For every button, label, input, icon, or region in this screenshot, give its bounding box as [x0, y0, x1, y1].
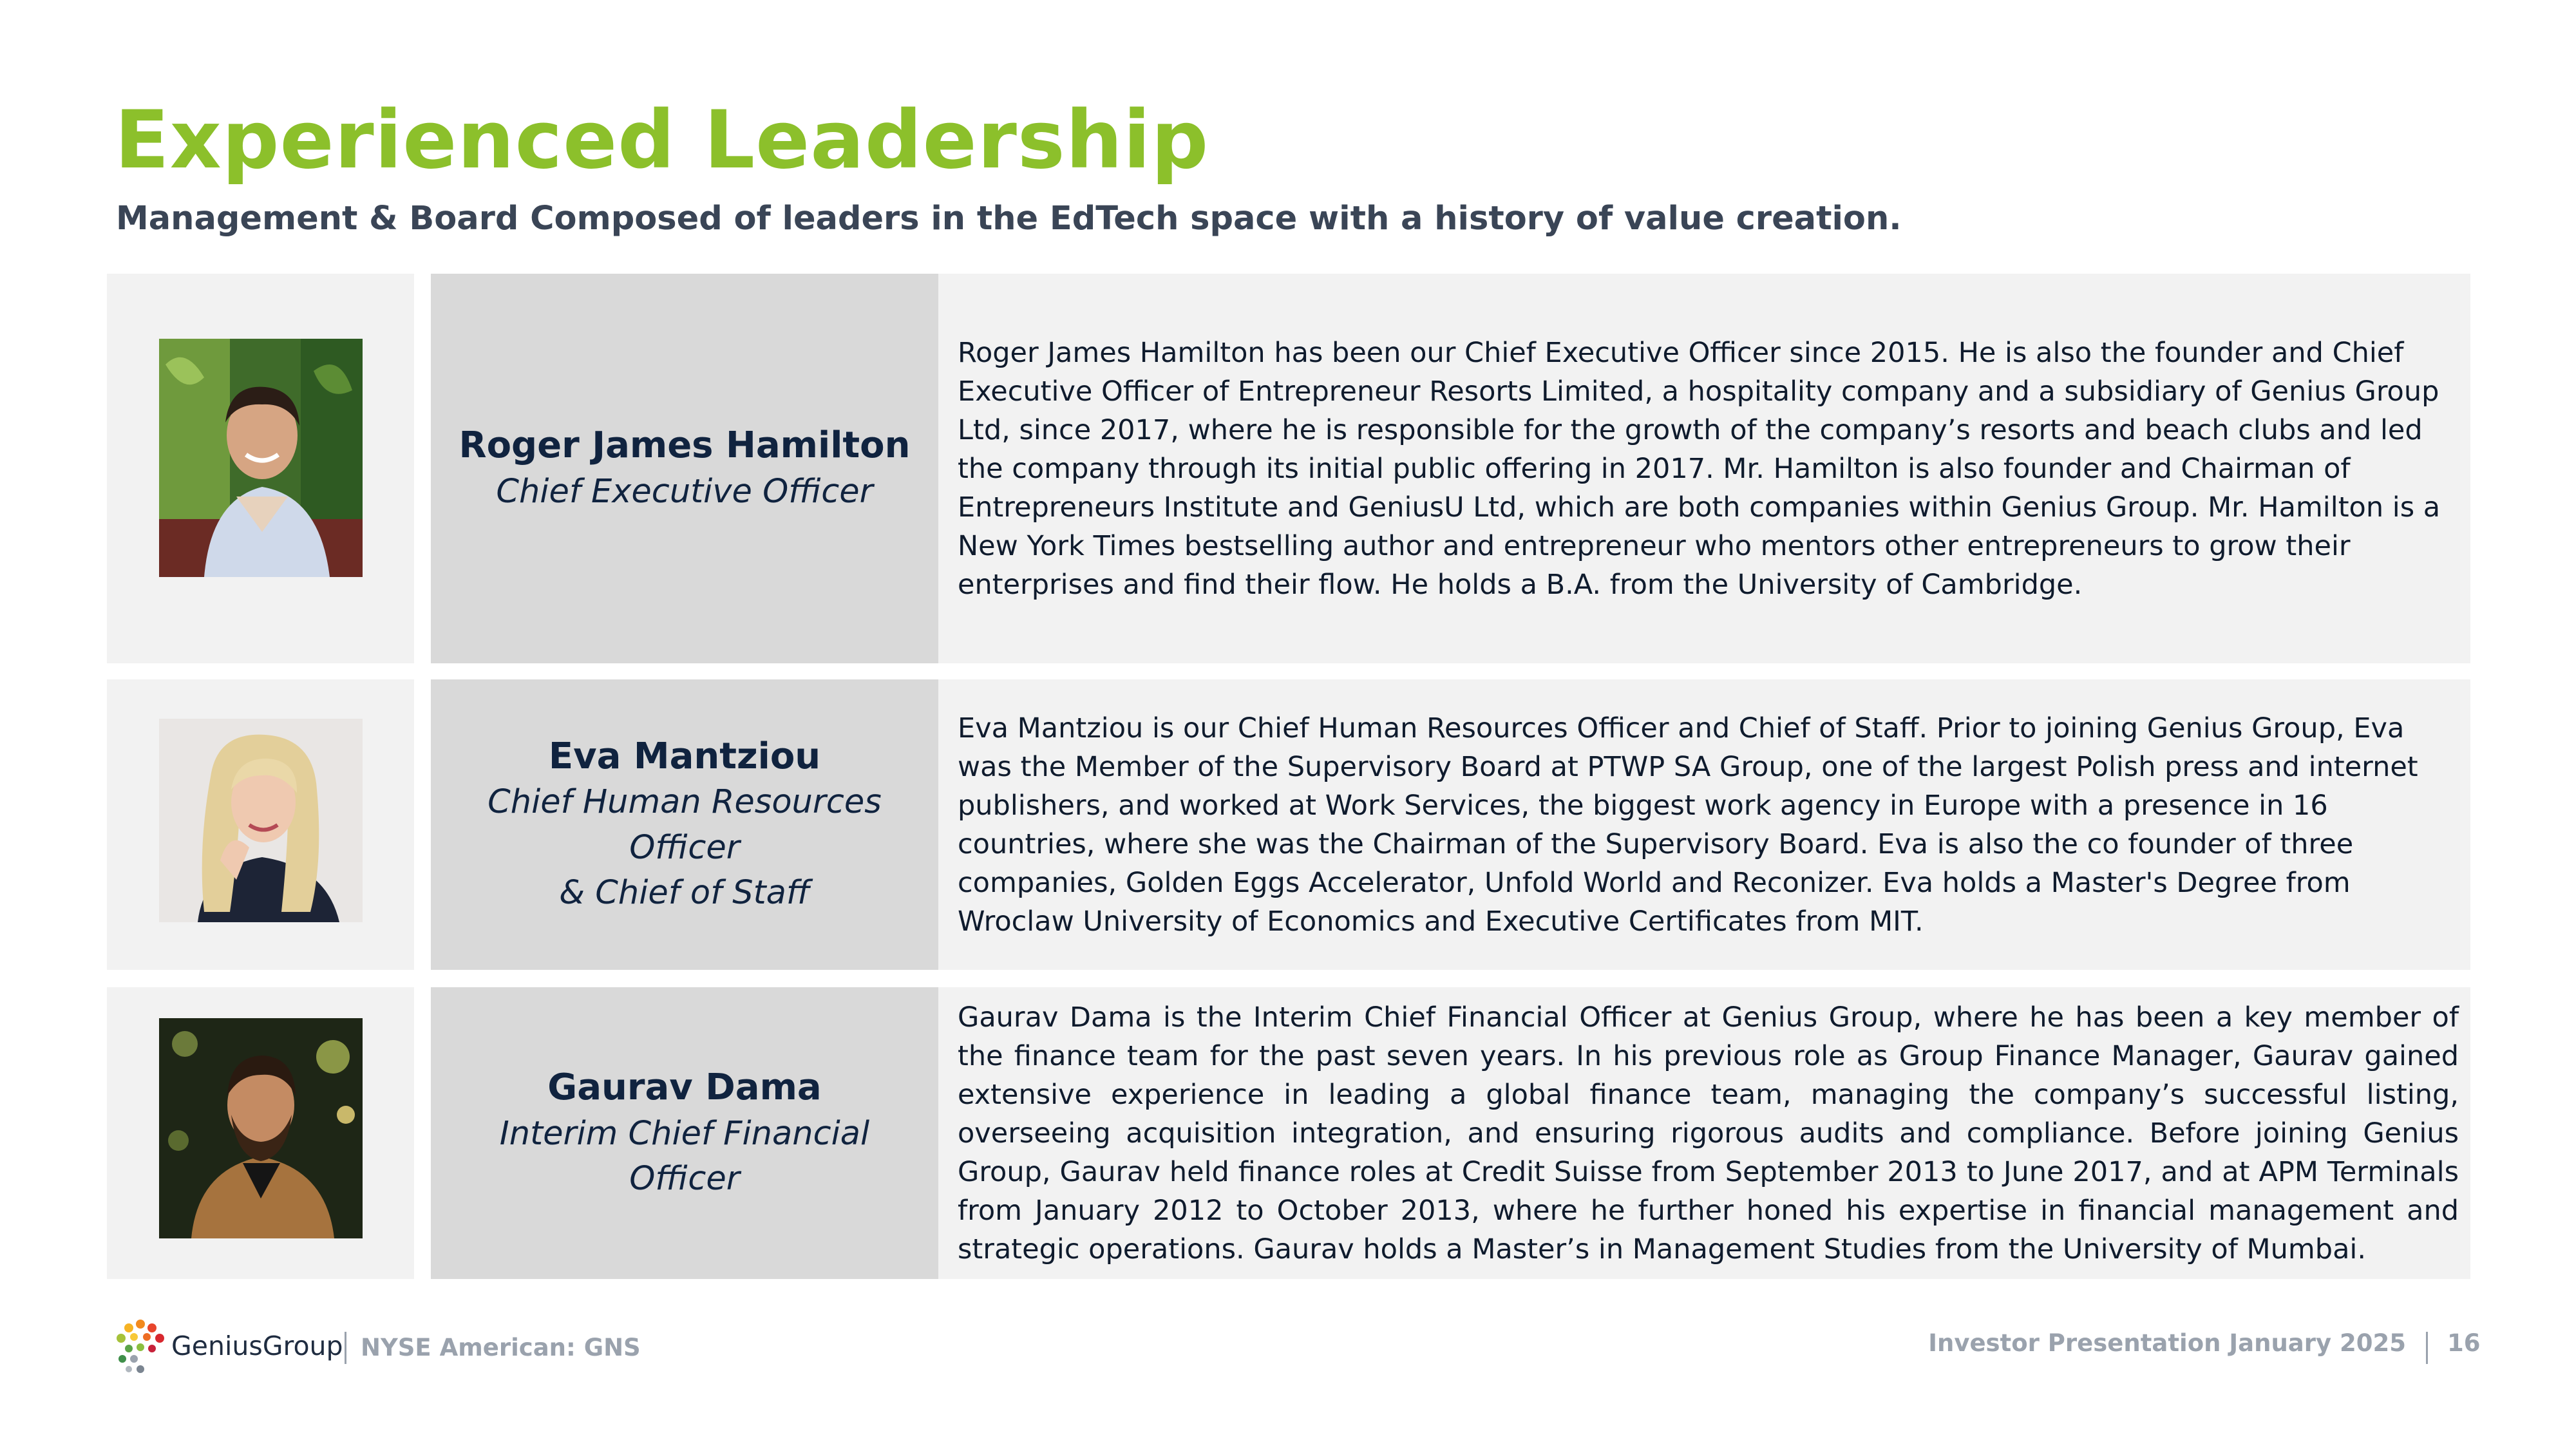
- leader-role-line-1: Chief Human Resources Officer: [488, 783, 882, 867]
- portrait-hamilton-image: [159, 339, 363, 577]
- footer-exchange: NYSE American: GNS: [361, 1334, 641, 1361]
- footer-brand: GeniusGroup: [171, 1331, 343, 1361]
- portrait-mantziou-image: [159, 719, 363, 922]
- footer-divider: [345, 1332, 346, 1364]
- bio-cell: [938, 274, 2470, 663]
- leader-row-dama: [107, 987, 2470, 1279]
- leader-role: Chief Executive Officer: [496, 472, 873, 511]
- leader-role-line-2: & Chief of Staff: [559, 874, 810, 913]
- photo-cell: [107, 274, 414, 663]
- footer-divider: [2426, 1332, 2428, 1364]
- leader-name: Roger James Hamilton: [459, 424, 911, 466]
- leader-bio: Gaurav Dama is the Interim Chief Financial Officer at Genius Group, where he has been a key member of the finance team for the past seven years. In his previous role as Group Finance Manager, Gaurav gained extensive experience in leading a global finance team, managing the company’s successful listing, overseeing acquisition integration, and ensuring rigorous audits and compliance. Before joining Genius Group, Gaurav held finance roles at Credit Suisse from September 2013 to June 2017, and at APM Terminals from January 2012 to October 2013, where he further honed his expertise in financial management and strategic operations. Gaurav holds a Master’s in Management Studies from the University of Mumbai.: [958, 1001, 2459, 1265]
- page-title: Experienced Leadership: [115, 94, 1209, 187]
- genius-group-logo-icon: [115, 1319, 166, 1374]
- leader-row-hamilton: [107, 274, 2470, 663]
- page-number: 16: [2447, 1329, 2481, 1357]
- leader-row-mantziou: [107, 679, 2470, 970]
- bio-cell: [938, 987, 2470, 1279]
- bio-cell: [938, 679, 2470, 970]
- leader-bio: Roger James Hamilton has been our Chief Executive Officer since 2015. He is also the founder and Chief Executive Officer of Entrepreneur Resorts Limited, a hospitality company and a subsidiary of Genius Group Ltd, since 2017, where he is responsible for the growth of the company’s resorts and beach clubs and led the company through its initial public offering in 2017. Mr. Hamilton is also founder and Chairman of Entrepreneurs Institute and GeniusU Ltd, which are both companies within Genius Group. Mr. Hamilton is a New York Times bestselling author and entrepreneur who mentors other entrepreneurs to grow their enterprises and find their flow. He holds a B.A. from the University of Cambridge.: [958, 336, 2441, 601]
- photo-cell: [107, 987, 414, 1279]
- name-cell: [431, 679, 938, 970]
- leader-role-line-2: Officer: [629, 1159, 740, 1198]
- leader-role-line-1: Interim Chief Financial: [499, 1114, 870, 1153]
- leader-photo-mantziou: [159, 719, 363, 922]
- name-cell: [431, 274, 938, 663]
- leader-photo-hamilton: [159, 339, 363, 577]
- page-subtitle: Management & Board Composed of leaders in the EdTech space with a history of value creation.: [116, 200, 1902, 238]
- leader-photo-dama: [159, 1018, 363, 1238]
- leader-name: Eva Mantziou: [548, 735, 821, 777]
- leader-bio: Eva Mantziou is our Chief Human Resources Officer and Chief of Staff. Prior to joining Genius Group, Eva was the Member of the Supervisory Board at PTWP SA Group, one of the largest Polish press and internet publishers, and worked at Work Services, the biggest work agency in Europe with a presence in 16 countries, where she was the Chairman of the Supervisory Board. Eva is also the co founder of three companies, Golden Eggs Accelerator, Unfold World and Reconizer. Eva holds a Master's Degree from Wroclaw University of Economics and Executive Certificates from MIT.: [958, 712, 2418, 938]
- name-cell: [431, 987, 938, 1279]
- leader-name: Gaurav Dama: [547, 1066, 822, 1108]
- footer-presentation: Investor Presentation January 2025: [1928, 1329, 2406, 1357]
- portrait-dama-image: [159, 1018, 363, 1238]
- photo-cell: [107, 679, 414, 970]
